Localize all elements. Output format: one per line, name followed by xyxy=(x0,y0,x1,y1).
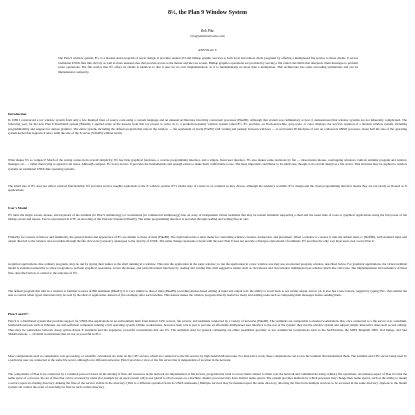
plan9-paragraph-3: The components of Plan 9 are connected by a common protocol based on the sharing of files. All resources in the network are implemented as file servers; programs that wish to access them connect to them over the network and communicate using ordinary file operations. An unusual aspect of Plan 9 is that the name space of a process, the set of files that can be accessed by name (for example by an open system call) is not global to all processes on a machine; distinct processes may have distinct name spaces. The system provides methods by which processes may change their name spaces, such as the ability to mount a service upon an existing directory, making the files of the service visible in the directory. (This is a different operation from its UNIX namesake.) Multiple services may be mounted upon the same directory, allowing the files from multiple services to be accessed in the same directory. Options to the mount system call control the order of searching for files in such a union directory. xyxy=(8,372,407,390)
section-heading-introduction: Introduction xyxy=(8,112,27,116)
user-paragraph-3: Graphical applications, like ordinary programs, may be run by typing their names to the shell running in a window. This runs the application in the same window; to run the application in a new window one may use an external program, window, described below. For graphical applications, the virtual terminal model is extended somewhat to allow programs to perform graphical operations, access the mouse, and perform related functions by reading and writing files with suggestive names such as /dev/mouse and /dev/window multiplexed per-window much like /dev/cons. The implementation and semantics of these files, described below, is central to the structure of 8½. xyxy=(8,262,407,275)
paper-title: 8½, the Plan 9 Window System xyxy=(168,10,247,16)
paper-author: Rob Pike xyxy=(200,29,215,33)
user-paragraph-2: Primarily for reasons of history and familiarity, the general model and appearance of 8½ are similar to those of mux [Pike88]. The right button has a short menu for controlling window creation, destruction, and placement. When a window is created, it runs the default shell, rc [Duff90], with standard input and output directed to the window and accessible through the file /dev/cons ('console'), analogous to the /dev/tty of UNIX. The name change represents a break with the past: Plan 9 does not provide a Teletype-style model of terminals. 8½ provides the only way most users ever access Plan 9. xyxy=(8,235,407,244)
intro-paragraph-3: The small size of 8½ does not reflect reduced functionality: 8½ provides service roughly equivalent to the X window system. 8½'s clients may of course be as complex as they choose, although the tendency to mimic 8½'s design and the clean programming interface means they are not nearly as bloated as X applications. xyxy=(8,184,407,193)
section-heading-users-model: User's Model xyxy=(8,206,28,210)
intro-paragraph-1: In 1989 I constructed a toy window system from only a few hundred lines of source code using a custom language and an unusual architecture involving concurrent processes [Pike89]. Although that system was rudimentary at best, it demonstrated that window systems are not inherently complicated. The following year, for the new Plan 9 distributed system [Pike92], I applied some of the lessons from that toy project to write, in C, a production-quality window system called 8½. 8½ provides, on black-and-white, grey-scale, or color displays, the services required of a modern window system, including programmability and support for remote graphics. The entire system, including the default program that runs in the window — the equivalent of xterm [Far89] with 'cutting and pasting' between windows — is well under 90 kilobytes of text on a Motorola 68020 processor, about half the size of the operating system kernel that supports it and a tenth the size of the X server [Sche86] without xterm. xyxy=(8,118,407,136)
plan9-paragraph-1: Plan 9 is a distributed system that provides support for UNIX-like applications in an environment built from distinct CPU servers, file servers, and terminals connected by a variety of networks [Pike90]. The terminals are comparable to modest workstations that, once connected to a file server over a medium-bandwidth network such as Ethernet, are self-sufficient computers running a full operating system. Unlike workstations, however, their role is just to provide an affordable multiplexed user interface to the rest of the system: they run the window system and support simple interactive tasks such as text editing. Thus they lie somewhere between cheap syntax-driven X terminals and the expensive, powerful workstations that run 8½. The terminals used for general computing are either assembled specially or use commercial workstations such as the NeXTstation, the MIPS Magnum 3000, SGI Indigo, and Sun SPARCstations — all small workstations that are not as powerful as PCs. xyxy=(8,319,407,337)
intro-paragraph-2: What makes 8½ so compact? Much of the saving comes from overall simplicity: 8½ has little graphical fanciness, a concise programming interface, and a simple, fixed user interface. 8½ also makes some decisions by fiat — three-button mouse, overlapping windows, built-in terminal program and window manager, etc. — rather than trying to appeal to all tastes. Although compact, 8½ is not ascetic. It provides the fundamentals and enough extras to make them comfortable to use. The most important contributor to its small size, though, is its overall design as a file server. This structure may be applied to window systems on traditional UNIX-like operating systems. xyxy=(8,158,407,171)
user-paragraph-4: The default program that runs in a window is familiar to users of Blit terminals [Pike83]. It is very similar to that of mux [Pike88], providing mouse-based editing of input and output text, the ability to scroll back to see earlier output, and so on. It also has a new feature, toggled by typing ESC, that enables the user to control when typed characters may be read by the shell or application, instead of (for example) after each newline. This feature makes the window program directly useful for many text-editing tasks such as composing mail messages before sending them. xyxy=(8,289,407,298)
abstract-heading: ABSTRACT xyxy=(197,48,218,52)
plan9-paragraph-2: Most computations such as compilation, text processing, or scientific calculation are done on the CPU servers, which are connected to the file servers by high-bandwidth networks. For interactive work, these computations can access the terminal that instantiated them. The terminal and CPU server being used by a particular user are connected to the same file server, although over different networks; Plan 9 provides a view of the file server that is independent of location in the network. xyxy=(8,354,407,363)
abstract-paragraph: The Plan 9 window system, 8½, is a modest-sized program of novel design. It provides textual I/O and bitmap graphic services to both local and remote client programs by offering a multiplexed file service to those clients. It serves traditional UNIX files like /dev/tty as well as more unusual ones that provide access to the mouse and the raw screen. Bitmap graphics operations are provided by serving a file called /dev/bitblt that interprets client messages to perform raster operations. The file service that 8½ offers its clients is identical to that it uses for its own implementation, so it is fundamentally no more than a multiplexer. This architecture has some rewarding symmetries and can be implemented compactly. xyxy=(58,56,358,74)
user-paragraph-1: 8½ turns the single screen, mouse, and keyboard of the terminal (in Plan 9 terminology) or workstation (in commercial terminology) into an array of independent virtual terminals that may be textual terminals supporting a shell and the usual suite of tools or graphical applications using the full power of the bitmap screen and mouse. Text is represented in UTF, an encoding of the Unicode Standard [Pike93]. The entire programming interface is provided through reading and writing files in /dev. xyxy=(8,213,407,222)
section-heading-plan9: Plan 9 and 8½ xyxy=(8,312,29,316)
author-email: rob@plan9.bell-labs.com xyxy=(190,34,225,38)
